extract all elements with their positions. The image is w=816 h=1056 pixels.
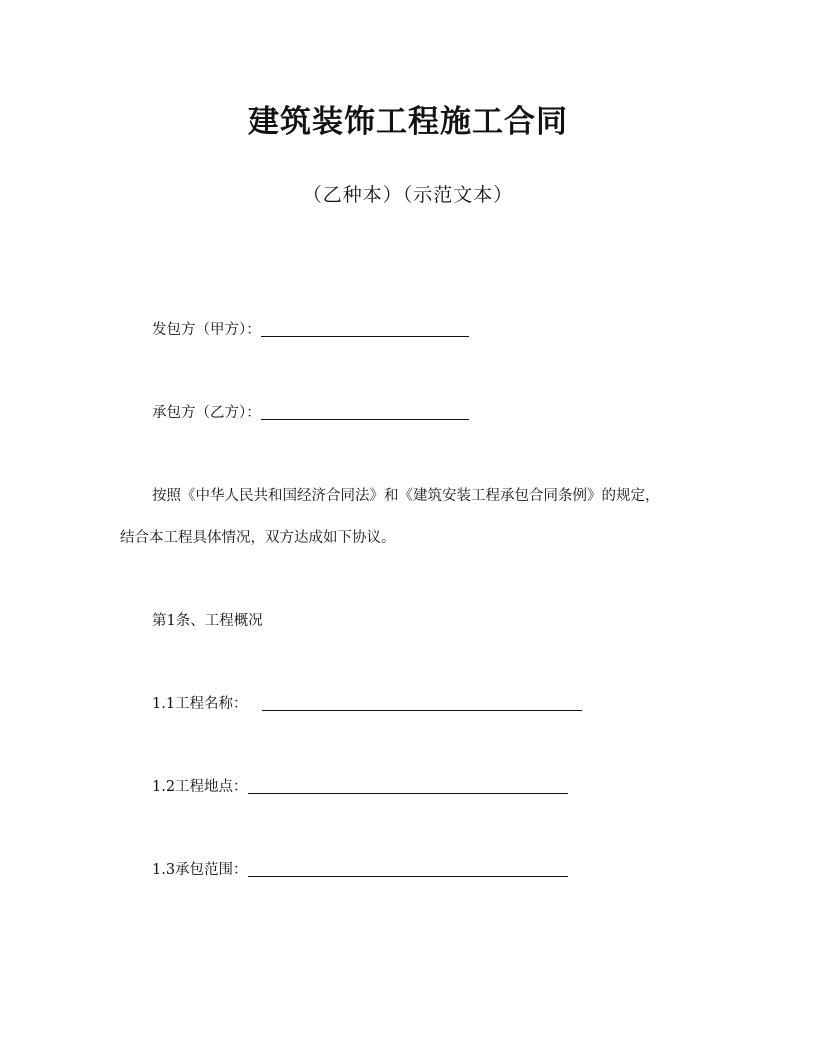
preamble-line-1: 按照《中华人民共和国经济合同法》和《建筑安装工程承包合同条例》的规定， — [152, 488, 660, 504]
scope-label: 1.3承包范围： — [152, 862, 248, 878]
project-name-label: 1.1工程名称： — [152, 696, 248, 712]
project-site-field — [152, 775, 568, 796]
employer-blank[interactable] — [261, 322, 469, 337]
article-1-heading: 第1条、工程概况 — [152, 613, 263, 629]
preamble-line-2: 结合本工程具体情况，双方达成如下协议。 — [120, 530, 396, 546]
project-site-blank[interactable] — [248, 779, 568, 794]
document-title: 建筑装饰工程施工合同 — [248, 104, 568, 140]
employer-field — [152, 318, 469, 339]
contractor-label: 承包方（乙方）： — [152, 405, 261, 421]
document-subtitle: （乙种本）（示范文本） — [302, 184, 514, 206]
contractor-blank[interactable] — [261, 405, 469, 420]
scope-field — [152, 858, 568, 879]
project-name-blank[interactable] — [262, 696, 582, 711]
project-name-field — [152, 692, 582, 713]
contractor-field — [152, 401, 469, 422]
project-site-label: 1.2工程地点： — [152, 779, 248, 795]
employer-label: 发包方（甲方）： — [152, 322, 261, 338]
scope-blank[interactable] — [248, 862, 568, 877]
